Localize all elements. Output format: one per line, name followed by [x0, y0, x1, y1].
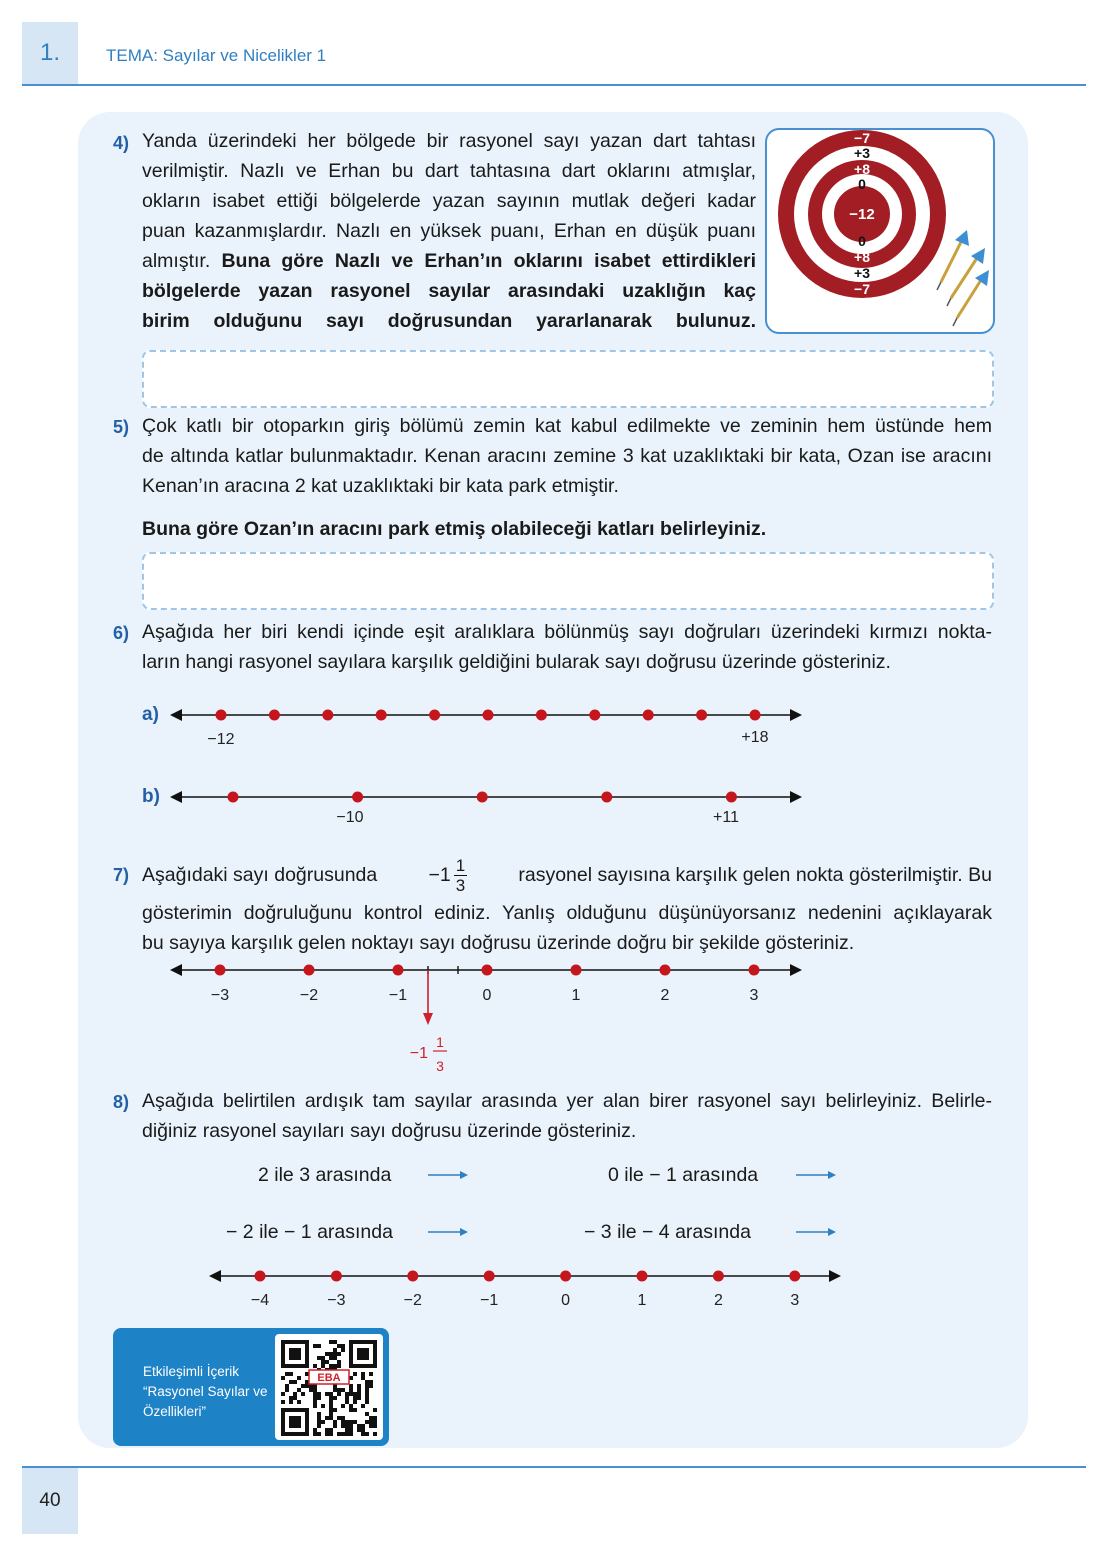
dartboard-figure — [765, 128, 995, 334]
eba-badge-text: EBA — [317, 1372, 341, 1384]
q7-mixed-number — [428, 856, 467, 895]
q4-bold-line: birim olduğunu sayı doğrusundan yararlanarak bulunuz. — [142, 310, 756, 332]
number-line-point — [750, 710, 761, 721]
arrow-right-icon — [426, 1168, 470, 1182]
q8-line: diğiniz rasyonel sayıları sayı doğrusu üzerinde gösteriniz. — [142, 1120, 637, 1142]
card-text — [143, 1362, 268, 1422]
question-8-number: 8) — [113, 1092, 130, 1112]
arrow-right-icon — [790, 964, 802, 976]
number-line-point — [726, 792, 737, 803]
number-line-point — [484, 1271, 495, 1282]
page-number-box — [22, 1468, 78, 1534]
number-line-point — [789, 1271, 800, 1282]
q7-first-line — [142, 852, 992, 898]
q4-line: puan kazanmışlardır. Nazlı en yüksek puanı, Erhan en düşük puanı — [142, 220, 756, 242]
number-line-point — [393, 965, 404, 976]
number-line-point — [352, 792, 363, 803]
number-line-point — [643, 710, 654, 721]
arrow-left-icon — [170, 791, 182, 803]
qr-code-icon — [275, 1334, 383, 1440]
number-line-b[interactable] — [166, 782, 810, 838]
number-line-point — [255, 1271, 266, 1282]
number-line-point — [215, 965, 226, 976]
q7-line1-b: rasyonel sayısına karşılık gelen nokta gösterilmiştir. Bu — [518, 864, 992, 886]
number-line-b-right-value: +11 — [713, 809, 739, 826]
q4-line5-bold: Buna göre Nazlı ve Erhan’ın oklarını isabet ettirdikleri — [221, 250, 756, 272]
q4-line: verilmiştir. Nazlı ve Erhan bu dart tahtasına dart oklarını atmışlar, — [142, 160, 756, 182]
range-item: 2 ile 3 arasında — [258, 1164, 392, 1186]
question-5-number: 5) — [113, 417, 130, 437]
number-line-point — [749, 965, 760, 976]
header-divider — [22, 84, 1086, 86]
q7-line: gösterimin doğruluğunu kontrol ediniz. Yanlış olduğunu düşünüyorsanız nedenini açıklayarak — [142, 902, 992, 924]
tick-label: 2 — [660, 987, 670, 1004]
number-line-q7[interactable] — [166, 955, 810, 1080]
question-5-text — [142, 411, 992, 501]
q7-fraction — [454, 856, 467, 895]
footer-divider — [22, 1466, 1086, 1468]
number-line-point — [477, 792, 488, 803]
number-line-point — [429, 710, 440, 721]
q7-mixed-whole: −1 — [428, 864, 451, 886]
question-8-text — [142, 1086, 992, 1146]
theme-title: TEMA: Sayılar ve Nicelikler 1 — [106, 46, 327, 65]
dart-label: +3 — [854, 145, 870, 161]
tick-label: −2 — [299, 987, 319, 1004]
number-line-point — [482, 965, 493, 976]
tick-label: −2 — [403, 1292, 422, 1309]
arrow-right-icon — [794, 1225, 838, 1239]
q4-line: Yanda üzerindeki her bölgede bir rasyonel sayı yazan dart tahtası — [142, 130, 756, 152]
q7-fraction-num: 1 — [455, 855, 466, 875]
number-line-q8[interactable] — [205, 1261, 849, 1309]
question-7-number: 7) — [113, 865, 130, 885]
dart-label: +8 — [854, 249, 870, 265]
q7-line: bu sayıya karşılık gelen noktayı sayı doğrusu üzerinde doğru bir şekilde gösteriniz. — [142, 932, 855, 954]
number-line-point — [228, 792, 239, 803]
interactive-content-card[interactable] — [113, 1328, 389, 1446]
question-4-number: 4) — [113, 133, 130, 153]
question-6-text — [142, 617, 992, 677]
tick-label: 1 — [637, 1292, 647, 1309]
chapter-number: 1. — [39, 39, 60, 66]
question-4-text — [142, 126, 756, 336]
marker-label-whole: −1 — [409, 1045, 428, 1062]
dart-label: 0 — [858, 233, 866, 249]
answer-box-q5[interactable] — [142, 552, 994, 610]
number-line-point — [589, 710, 600, 721]
arrow-right-icon — [790, 709, 802, 721]
arrow-right-icon — [794, 1168, 838, 1182]
dartboard-svg — [767, 130, 993, 332]
q7-fraction-den: 3 — [455, 875, 466, 895]
arrow-right-icon — [829, 1270, 841, 1282]
number-line-a-left-value: −12 — [207, 731, 235, 748]
chapter-number-box — [22, 22, 78, 84]
tick-label: 0 — [561, 1292, 571, 1309]
dart-center-label: −12 — [849, 206, 875, 223]
tick-label: 2 — [713, 1292, 723, 1309]
arrow-left-icon — [170, 964, 182, 976]
tick-label: −4 — [250, 1292, 270, 1309]
number-line-point — [483, 710, 494, 721]
question-7-text — [142, 852, 992, 958]
range-item: 0 ile − 1 arasında — [608, 1164, 759, 1186]
dart-label: 0 — [858, 176, 866, 192]
arrow-left-icon — [209, 1270, 221, 1282]
range-item: − 2 ile − 1 arasında — [226, 1221, 393, 1243]
question-6-number: 6) — [113, 623, 130, 643]
q8-line: Aşağıda belirtilen ardışık tam sayılar arasında yer alan birer rasyonel sayı belirleyiniz. Belirle- — [142, 1090, 992, 1112]
marker-label-num: 1 — [436, 1034, 444, 1050]
q4-line: okların isabet ettiği bölgelerde yazan sayının mutlak değeri kadar — [142, 190, 756, 212]
q4-line5-plain: almıştır. — [142, 250, 222, 272]
q6-part-b-label: b) — [142, 786, 160, 807]
q6-line: Aşağıda her biri kendi içinde eşit aralıklara bölünmüş sayı doğruları üzerindeki kırmızı nokta- — [142, 621, 992, 643]
number-line-b-left-value: −10 — [336, 809, 364, 826]
q6-part-a-label: a) — [142, 704, 159, 725]
dart-label: −7 — [854, 130, 870, 146]
marker-label-den: 3 — [436, 1058, 444, 1074]
dart-arrow-icon — [953, 270, 989, 326]
qr-code[interactable] — [275, 1334, 383, 1440]
number-line-point — [601, 792, 612, 803]
number-line-point — [536, 710, 547, 721]
tick-label: −1 — [388, 987, 408, 1004]
number-line-point — [376, 710, 387, 721]
answer-box-q4[interactable] — [142, 350, 994, 408]
number-line-point — [560, 1271, 571, 1282]
page-number: 40 — [39, 1490, 61, 1511]
q5-line: Çok katlı bir otoparkın giriş bölümü zemin kat kabul edilmekte ve zeminin hem üstünde hem — [142, 415, 992, 437]
card-line: Etkileşimli İçerik — [143, 1364, 240, 1379]
tick-label: 1 — [571, 987, 581, 1004]
tick-label: −3 — [210, 987, 230, 1004]
card-line: Özellikleri” — [143, 1404, 207, 1419]
dart-label: +3 — [854, 265, 870, 281]
dart-label: +8 — [854, 161, 870, 177]
card-line: “Rasyonel Sayılar ve — [143, 1384, 268, 1399]
tick-label: 3 — [790, 1292, 800, 1309]
number-line-point — [269, 710, 280, 721]
number-line-point — [407, 1271, 418, 1282]
number-line-point — [660, 965, 671, 976]
q5-line: Kenan’ın aracına 2 kat uzaklıktaki bir kata park etmiştir. — [142, 475, 619, 497]
tick-label: 0 — [482, 987, 492, 1004]
number-line-point — [331, 1271, 342, 1282]
number-line-point — [713, 1271, 724, 1282]
number-line-point — [322, 710, 333, 721]
number-line-a-right-value: +18 — [741, 729, 769, 746]
number-line-point — [304, 965, 315, 976]
tick-label: −3 — [327, 1292, 346, 1309]
tick-label: 3 — [749, 987, 759, 1004]
q4-line — [142, 246, 756, 276]
q5-line: de altında katlar bulunmaktadır. Kenan aracını zemine 3 kat uzaklıktaki bir kata, Ozan ise aracını — [142, 445, 992, 467]
number-line-point — [696, 710, 707, 721]
number-line-point — [571, 965, 582, 976]
marker-arrow-icon — [423, 1013, 433, 1025]
q5-bold-prompt: Buna göre Ozan’ın aracını park etmiş olabileceği katları belirleyiniz. — [142, 518, 767, 540]
number-line-point — [216, 710, 227, 721]
q4-bold-line: bölgelerde yazan rasyonel sayılar arasındaki uzaklığın kaç — [142, 280, 756, 302]
dart-label: −7 — [854, 281, 870, 297]
number-line-a[interactable] — [166, 700, 810, 756]
number-line-point — [637, 1271, 648, 1282]
tick-label: −1 — [480, 1292, 499, 1309]
q6-line: ların hangi rasyonel sayılara karşılık geldiğini bularak sayı doğrusu üzerinde gösteriniz. — [142, 651, 891, 673]
arrow-left-icon — [170, 709, 182, 721]
range-item: − 3 ile − 4 arasında — [584, 1221, 751, 1243]
q7-line1-a: Aşağıdaki sayı doğrusunda — [142, 864, 378, 886]
arrow-right-icon — [790, 791, 802, 803]
arrow-right-icon — [426, 1225, 470, 1239]
